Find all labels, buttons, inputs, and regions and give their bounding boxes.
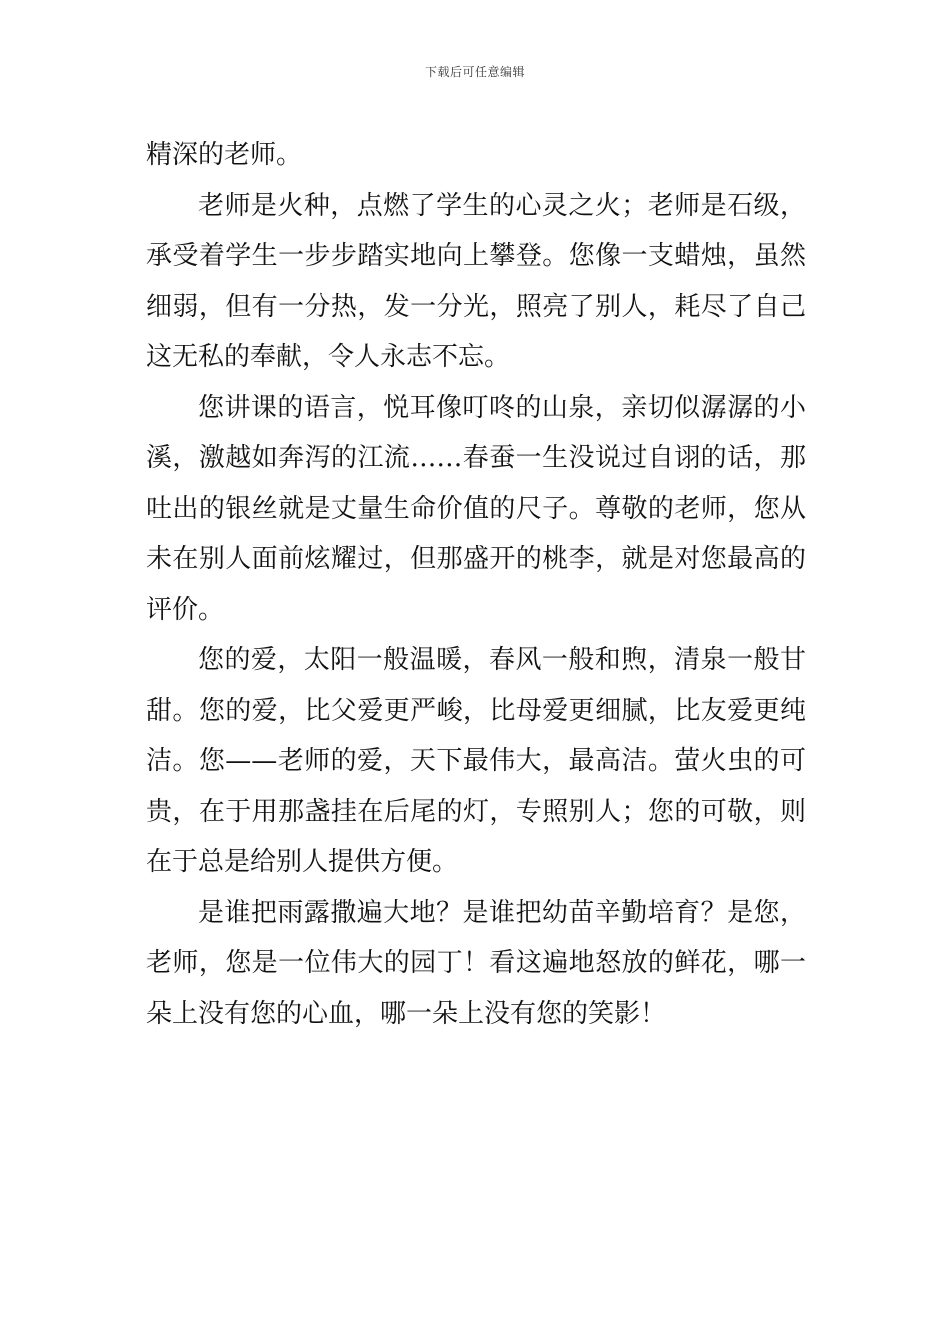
paragraph-line: 未在别人面前炫耀过，但那盛开的桃李，就是对您最高的 [146,544,806,574]
paragraph-line: 是谁把雨露撒遍大地？是谁把幼苗辛勤培育？是您， [198,897,806,928]
paragraph-line: 吐出的银丝就是丈量生命价值的尺子。尊敬的老师，您从 [146,493,806,524]
page-header: 下载后可任意编辑 [424,65,525,79]
paragraph-line: 老师，您是一位伟大的园丁！看这遍地怒放的鲜花，哪一 [146,948,806,978]
paragraph-line: 承受着学生一步步踏实地向上攀登。您像一支蜡烛，虽然 [146,241,806,271]
paragraph-line: 在于总是给别人提供方便。 [146,847,459,877]
paragraph-line: 溪，激越如奔泻的江流……春蚕一生没说过自诩的话，那 [146,443,806,473]
paragraph-line: 细弱，但有一分热，发一分光，照亮了别人，耗尽了自己 [146,291,806,322]
paragraph-line: 老师是火种，点燃了学生的心灵之火；老师是石级， [198,190,806,221]
paragraph-line: 洁。您——老师的爱，天下最伟大，最高洁。萤火虫的可 [146,746,806,776]
document-body [146,130,806,1039]
paragraph-line: 评价。 [146,594,225,625]
paragraph-line: 朵上没有您的心血，哪一朵上没有您的笑影！ [146,998,667,1029]
paragraph-line: 您讲课的语言，悦耳像叮咚的山泉，亲切似潺潺的小 [198,392,806,423]
paragraph-line: 这无私的奉献，令人永志不忘。 [146,342,511,372]
paragraph-line: 甜。您的爱，比父爱更严峻，比母爱更细腻，比友爱更纯 [146,695,806,726]
paragraph-line: 您的爱，太阳一般温暖，春风一般和煦，清泉一般甘 [198,645,806,675]
paragraph-line: 精深的老师。 [146,140,303,170]
paragraph-line: 贵，在于用那盏挂在后尾的灯，专照别人；您的可敬，则 [146,796,806,827]
